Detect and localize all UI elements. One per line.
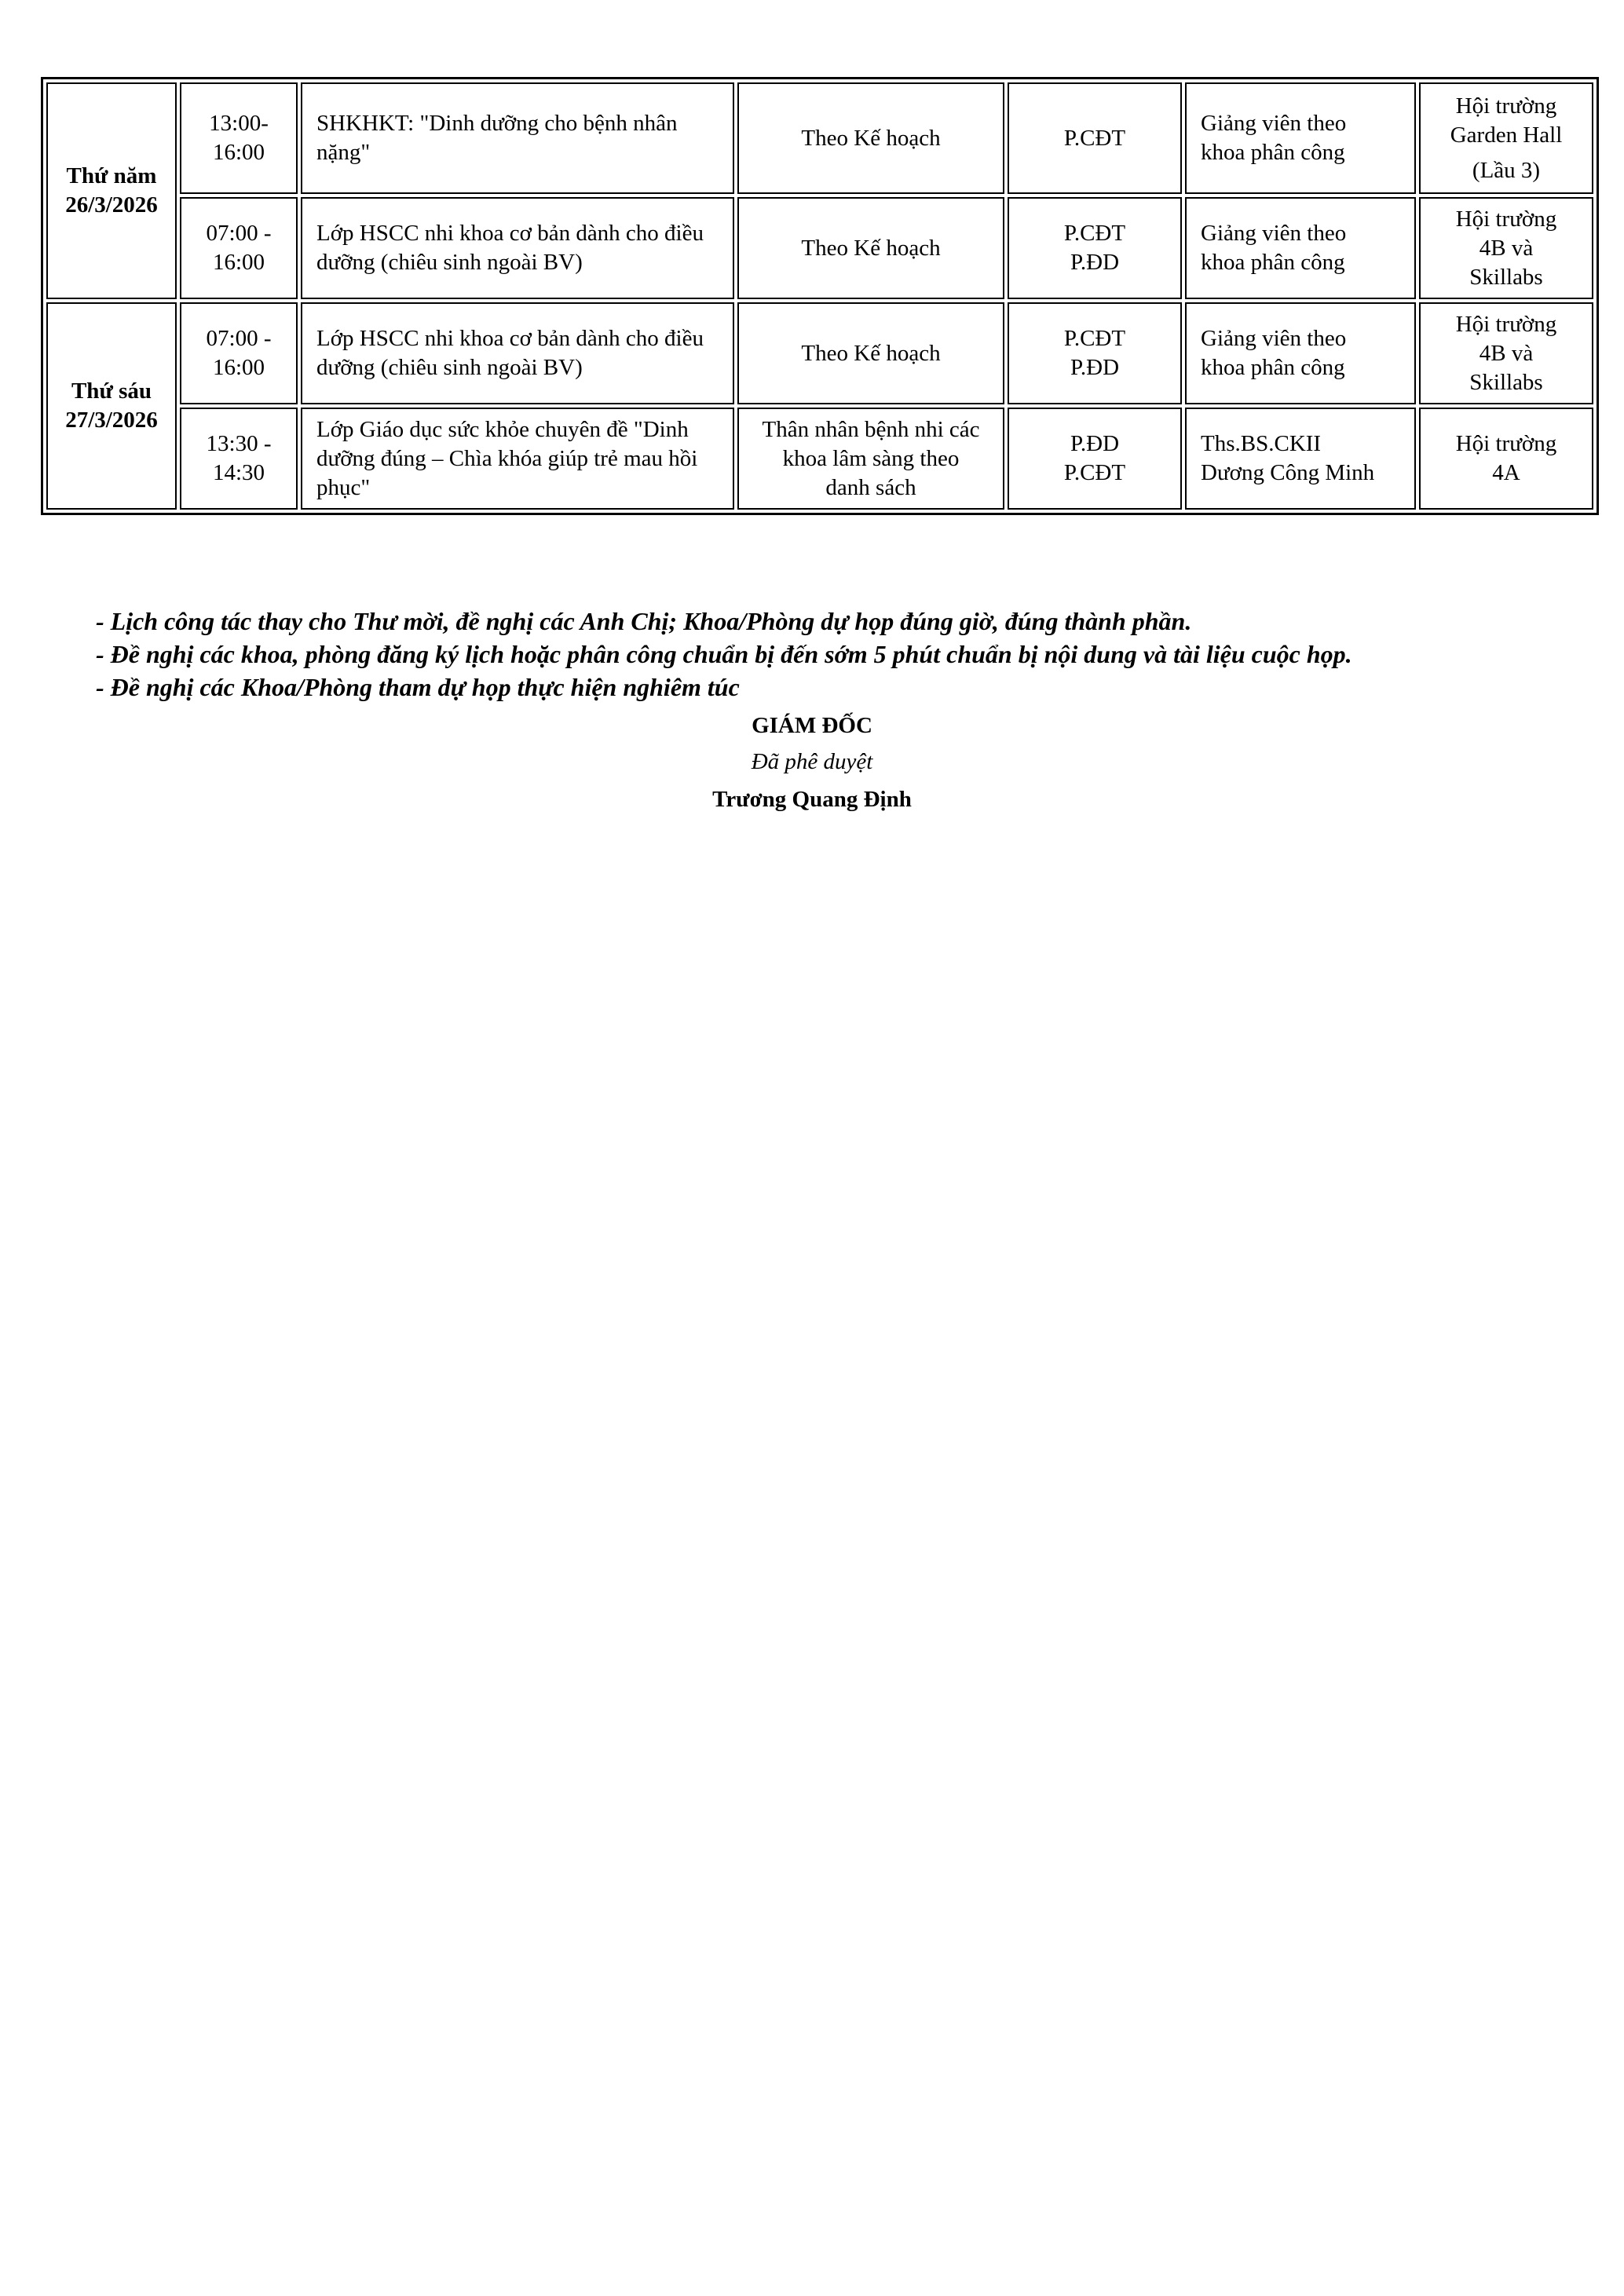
presenter-line: khoa phân công	[1201, 250, 1345, 275]
time-start: 13:00-	[209, 111, 269, 136]
signature-title: GIÁM ĐỐC	[752, 713, 872, 738]
presenter-cell	[1185, 197, 1416, 299]
location-line: Skillabs	[1469, 264, 1543, 290]
location-line: 4A	[1492, 460, 1520, 485]
location-line: Hội trường	[1455, 206, 1557, 232]
participants-line: danh sách	[825, 474, 916, 500]
day-date: 27/3/2026	[65, 408, 158, 433]
note-line: - Lịch công tác thay cho Thư mời, đề nghị các Anh Chị; Khoa/Phòng dự họp đúng giờ, đúng thành phần.	[96, 607, 1192, 635]
day-label: Thứ năm	[66, 163, 157, 188]
content-cell: SHKHKT: "Dinh dưỡng cho bệnh nhân nặng"	[301, 82, 734, 194]
content-cell: Lớp HSCC nhi khoa cơ bản dành cho điều dưỡng (chiêu sinh ngoài BV)	[301, 197, 734, 299]
preparation-line: P.ĐD	[1070, 250, 1120, 275]
preparation-line: P.CĐT	[1063, 326, 1126, 351]
time-start: 07:00 -	[206, 326, 272, 351]
participants-line: Thân nhân bệnh nhi các	[762, 416, 980, 442]
time-start: 07:00 -	[206, 221, 272, 246]
participants-cell	[737, 302, 1004, 404]
location-line: Garden Hall	[1450, 122, 1563, 148]
location-cell	[1419, 197, 1593, 299]
presenter-line: Giảng viên theo	[1201, 326, 1347, 351]
day-cell	[46, 82, 177, 299]
table-row	[46, 302, 1593, 404]
location-cell	[1419, 82, 1593, 194]
day-date: 26/3/2026	[65, 192, 158, 218]
preparation-cell	[1008, 302, 1182, 404]
presenter-line: Giảng viên theo	[1201, 111, 1347, 136]
participants-cell	[737, 82, 1004, 194]
time-end: 16:00	[212, 250, 265, 275]
participants-line: khoa lâm sàng theo	[782, 445, 960, 471]
location-line: Hội trường	[1455, 311, 1557, 337]
time-end: 16:00	[212, 355, 265, 380]
location-line: Hội trường	[1455, 93, 1557, 119]
preparation-line: P.ĐD	[1070, 355, 1120, 380]
table-row	[46, 408, 1593, 510]
location-line: Hội trường	[1455, 431, 1557, 456]
table-row	[46, 82, 1593, 194]
time-end: 14:30	[212, 460, 265, 485]
participants-line: Theo Kế hoạch	[801, 340, 941, 366]
time-start: 13:30 -	[206, 431, 272, 456]
preparation-cell	[1008, 82, 1182, 194]
time-cell	[180, 82, 298, 194]
preparation-line: P.CĐT	[1063, 460, 1126, 485]
signature-status: Đã phê duyệt	[751, 749, 873, 774]
preparation-line: P.ĐD	[1070, 431, 1120, 456]
presenter-line: Giảng viên theo	[1201, 221, 1347, 246]
notes-section	[96, 605, 1588, 704]
note-line: - Đề nghị các khoa, phòng đăng ký lịch hoặc phân công chuẩn bị đến sớm 5 phút chuẩn bị nội dung và tài liệu cuộc họp.	[96, 640, 1352, 668]
location-cell	[1419, 302, 1593, 404]
participants-line: Theo Kế hoạch	[801, 125, 941, 151]
time-end: 16:00	[212, 140, 265, 165]
day-label: Thứ sáu	[71, 378, 152, 404]
note-line: - Đề nghị các Khoa/Phòng tham dự họp thực hiện nghiêm túc	[96, 673, 740, 701]
preparation-line: P.CĐT	[1063, 221, 1126, 246]
day-cell	[46, 302, 177, 510]
table-row	[46, 197, 1593, 299]
participants-cell	[737, 408, 1004, 510]
location-line: Skillabs	[1469, 369, 1543, 395]
participants-cell	[737, 197, 1004, 299]
schedule-table	[41, 77, 1599, 515]
presenter-line: khoa phân công	[1201, 355, 1345, 380]
time-cell	[180, 408, 298, 510]
presenter-line: Dương Công Minh	[1201, 460, 1375, 485]
presenter-line: khoa phân công	[1201, 140, 1345, 165]
preparation-cell	[1008, 197, 1182, 299]
location-line: 4B và	[1479, 340, 1534, 366]
preparation-line: P.CĐT	[1063, 125, 1126, 151]
content-cell: Lớp Giáo dục sức khỏe chuyên đề "Dinh dưỡng đúng – Chìa khóa giúp trẻ mau hồi phục"	[301, 408, 734, 510]
time-cell	[180, 197, 298, 299]
participants-line: Theo Kế hoạch	[801, 235, 941, 261]
content-cell: Lớp HSCC nhi khoa cơ bản dành cho điều dưỡng (chiêu sinh ngoài BV)	[301, 302, 734, 404]
location-line: 4B và	[1479, 235, 1534, 261]
presenter-cell	[1185, 302, 1416, 404]
presenter-cell	[1185, 408, 1416, 510]
preparation-cell	[1008, 408, 1182, 510]
location-cell	[1419, 408, 1593, 510]
presenter-cell	[1185, 82, 1416, 194]
location-floor: (Lầu 3)	[1472, 157, 1541, 183]
signature-name: Trương Quang Định	[712, 787, 912, 812]
presenter-line: Ths.BS.CKII	[1201, 431, 1322, 456]
time-cell	[180, 302, 298, 404]
